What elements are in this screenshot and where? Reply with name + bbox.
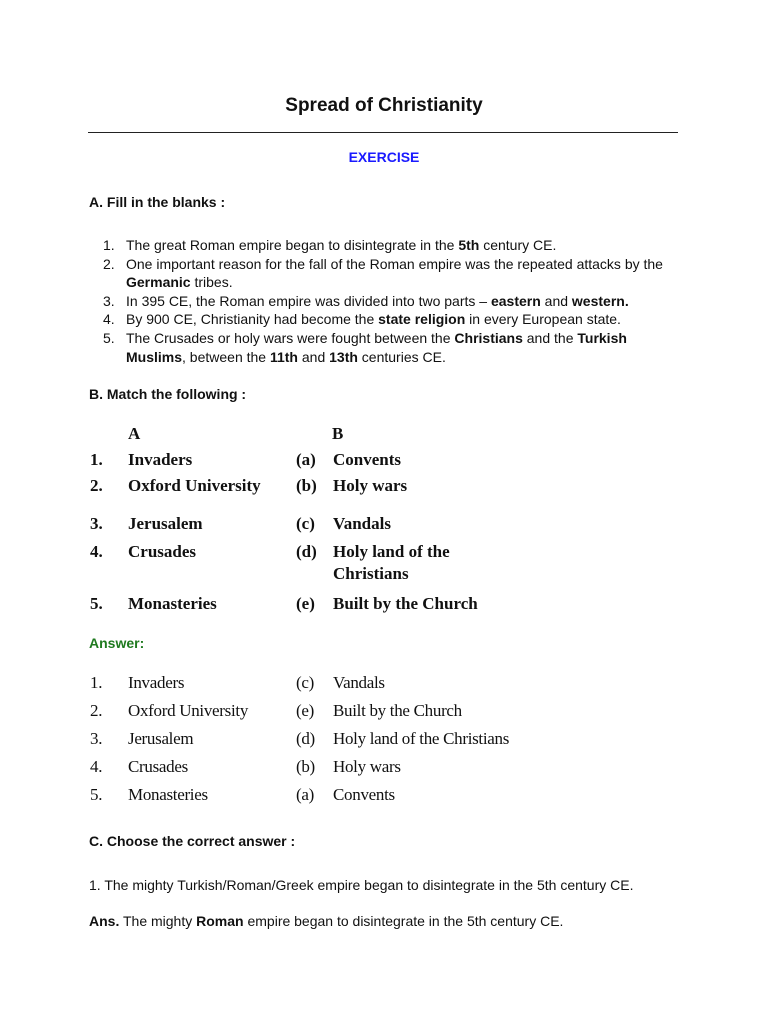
column-a-item: Oxford University [128,476,261,495]
blank-text: and the [522,329,578,346]
blank-text: and [540,292,572,309]
option-code: (e) [296,701,314,720]
row-number: 5. [90,785,103,804]
column-b-item: Vandals [333,673,385,692]
blank-text: The great Roman empire began to disintegrate in the [126,237,459,253]
column-a-item: Oxford University [128,701,249,720]
column-a-item: Crusades [128,757,188,776]
fill-blanks-list [89,236,679,366]
row-number: 2. [90,476,103,495]
row-number: 4. [90,757,103,776]
column-b-item: Built by the Church [333,594,478,613]
row-number: 5. [90,594,103,613]
blank-answer: 11th [269,348,298,365]
match-row [90,729,550,753]
section-c-answer [89,913,689,929]
blank-text: century CE. [479,237,557,253]
match-row [90,476,550,500]
row-number: 3. [90,729,103,748]
option-code: (a) [296,785,314,804]
match-row [90,757,550,781]
match-row [90,673,550,697]
column-a-item: Jerusalem [128,514,203,533]
blank-answer: 13th [329,348,358,365]
row-number: 3. [90,514,103,533]
column-b-item: Convents [333,785,395,804]
column-b-item: Holy land of the [333,542,450,561]
section-a-heading: A. Fill in the blanks : [89,194,226,210]
column-b-header: B [332,424,344,443]
blank-answer: Turkish Muslims [126,329,627,365]
match-row [90,542,550,583]
list-number: 5. [103,329,115,346]
row-number: 2. [90,701,103,720]
column-b-item: Vandals [333,514,391,533]
list-number: 3. [103,292,115,309]
column-a-item: Crusades [128,542,197,561]
row-number: 1. [90,450,103,469]
column-b-item: Holy wars [333,476,408,495]
row-number: 4. [90,542,103,561]
column-b-item: Holy wars [333,757,401,776]
blank-item [89,255,679,292]
option-code: (a) [296,450,316,469]
blank-text: One important reason for the fall of the Roman empire was the repeated attacks by the [126,255,663,272]
blank-answer: western. [571,292,629,309]
answer-text-pre: The mighty [119,913,197,929]
match-row [90,701,550,725]
blank-text: , between the [182,348,270,365]
match-row [90,785,550,809]
exercise-heading: EXERCISE [348,149,420,165]
page-title: Spread of Christianity [285,95,483,116]
column-b-item-continued: Christians [333,564,409,583]
list-number: 2. [103,255,115,272]
answer-text-post: empire began to disintegrate in the 5th century CE. [243,913,564,929]
answer-text-bold: Roman [196,913,244,929]
column-b-item: Holy land of the Christians [333,729,510,748]
list-number: 1. [103,237,115,253]
row-number: 1. [90,673,103,692]
option-code: (d) [296,542,317,561]
blank-text: tribes. [190,274,233,291]
blank-text: in every European state. [465,311,621,328]
blank-item [89,292,679,311]
blank-answer: 5th [458,237,480,253]
blank-answer: eastern [490,292,541,309]
column-b-item: Built by the Church [333,701,462,720]
option-code: (b) [296,476,317,495]
match-row [90,450,550,474]
blank-item [89,329,679,366]
blank-text: centuries CE. [357,348,446,365]
blank-text: By 900 CE, Christianity had become the [126,311,379,328]
answer-prefix: Ans. [89,913,120,929]
section-c-question: 1. The mighty Turkish/Roman/Greek empire began to disintegrate in the 5th century CE. [89,877,634,893]
column-a-item: Monasteries [128,785,208,804]
option-code: (d) [296,729,315,748]
column-a-item: Invaders [128,673,185,692]
section-b-heading: B. Match the following : [89,386,247,402]
blank-answer: Christians [454,329,523,346]
blank-answer: state religion [378,311,466,328]
column-a-item: Jerusalem [128,729,194,748]
column-a-header: A [128,424,141,443]
title-divider [88,132,678,133]
column-a-item: Invaders [128,450,193,469]
blank-text: In 395 CE, the Roman empire was divided into two parts – [126,292,491,309]
list-number: 4. [103,311,115,328]
column-b-item: Convents [333,450,402,469]
blank-text: The Crusades or holy wars were fought between the [126,329,455,346]
match-row [90,594,550,618]
blank-answer: Germanic [126,274,191,291]
blank-item [89,236,679,255]
option-code: (b) [296,757,315,776]
column-a-item: Monasteries [128,594,217,613]
blank-item [89,310,679,329]
section-c-heading: C. Choose the correct answer : [89,833,296,849]
option-code: (c) [296,673,314,692]
blank-text: and [297,348,330,365]
answer-label: Answer: [89,635,145,651]
option-code: (e) [296,594,315,613]
match-row [90,514,550,538]
option-code: (c) [296,514,315,533]
